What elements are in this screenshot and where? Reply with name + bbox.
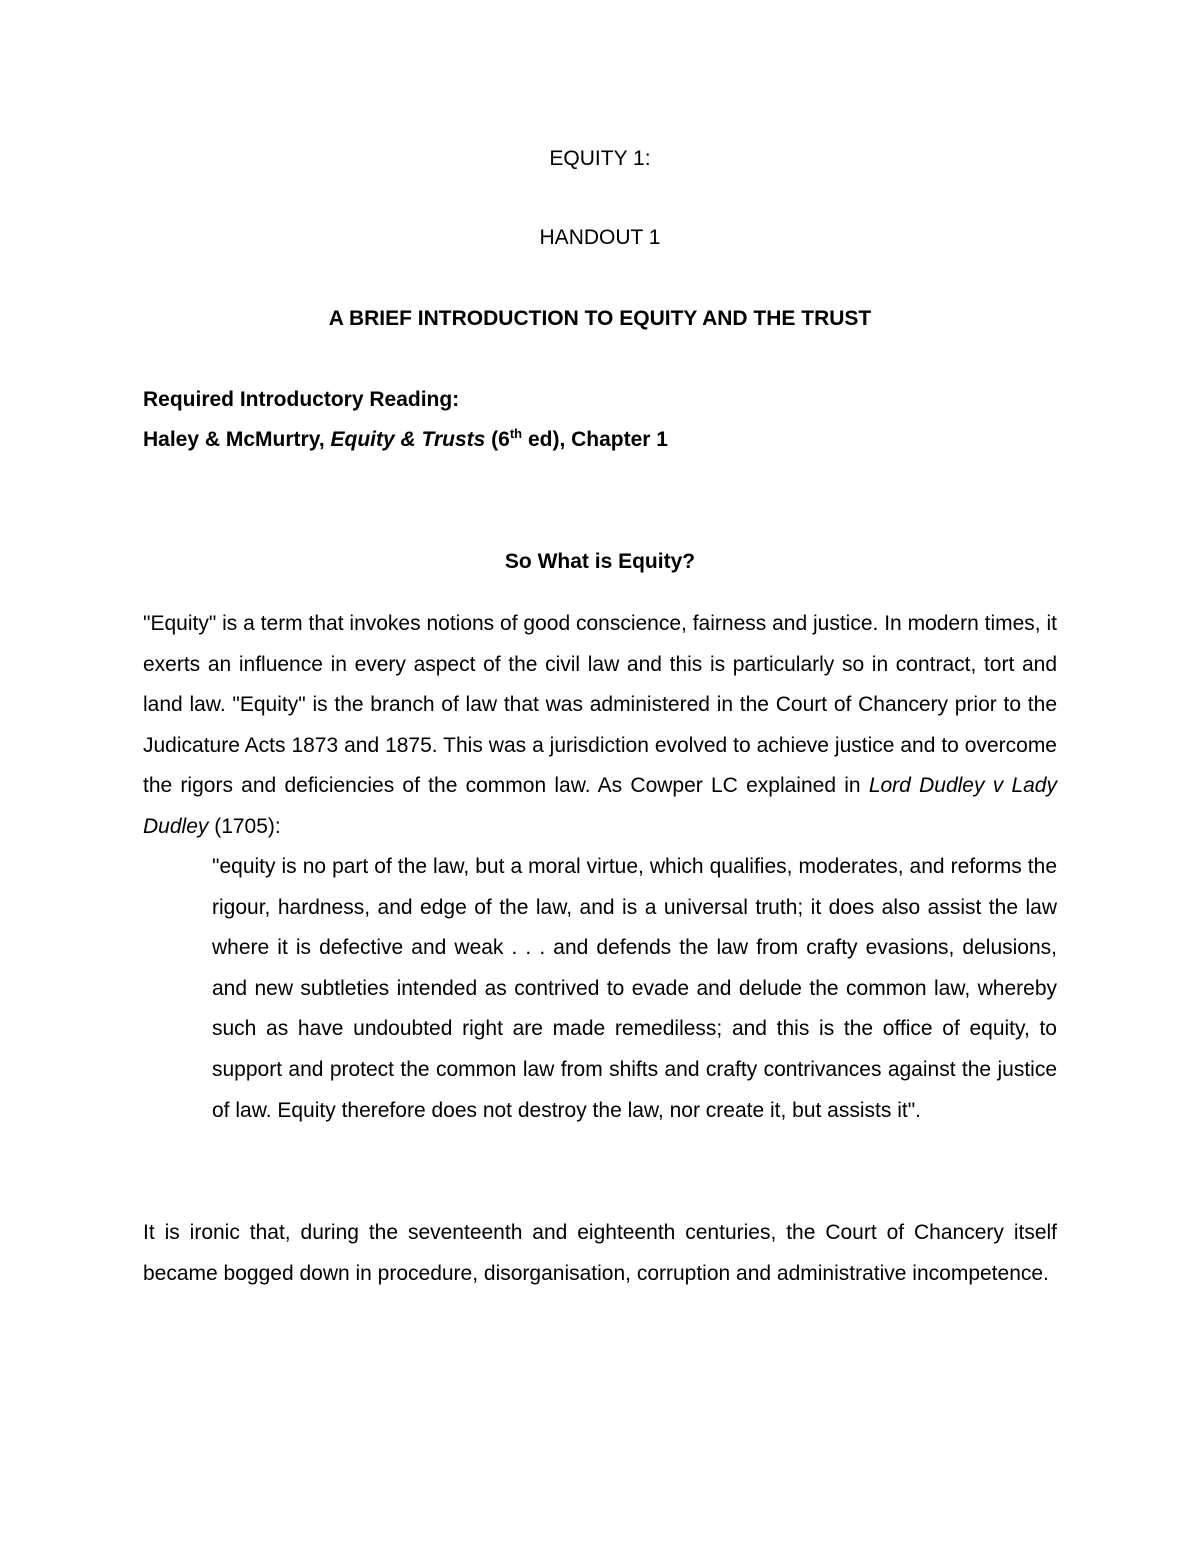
case-citation: Lord Dudley v Lady Dudley — [143, 774, 1057, 838]
reading-reference — [143, 427, 668, 453]
paragraph-intro-end: (1705): — [208, 814, 281, 838]
reading-book-title: Equity & Trusts — [330, 428, 486, 451]
paragraph-irony: It is ironic that, during the seventeenth and eighteenth centuries, the Court of Chancery itself became bogged down in procedure, disorganisation, corruption and administrative incompetence. — [143, 1221, 1057, 1285]
block-quote: "equity is no part of the law, but a moral virtue, which qualifies, moderates, and reforms the rigour, hardness, and edge of the law, and is a universal truth; it does also assist the law where it is defective and weak . . . and defends the law from crafty evasions, delusions, and new subtleties intended as contrived to evade and delude the common law, whereby such as have undoubted right are made remediless; and this is the office of equity, to support and protect the common law from shifts and crafty contrivances against the justice of law. Equity therefore does not destroy the law, nor create it, but assists it". — [212, 855, 1057, 1122]
section-heading: So What is Equity? — [504, 550, 696, 573]
reading-heading: Required Introductory Reading: — [143, 388, 460, 411]
reading-edition-close: ed), Chapter 1 — [522, 428, 668, 451]
handout-number: HANDOUT 1 — [539, 226, 661, 249]
document-title: A BRIEF INTRODUCTION TO EQUITY AND THE TRUST — [328, 307, 872, 330]
reading-authors: Haley & McMurtry, — [143, 428, 331, 451]
paragraph-intro — [143, 604, 1057, 848]
paragraph-intro-text: "Equity" is a term that invokes notions of good conscience, fairness and justice. In modern times, it exerts an influence in every aspect of the civil law and this is particularly so in contract, tort and land law. "Equity" is the branch of law that was administered in the Court of Chancery prior to the Judicature Acts 1873 and 1875. This was a jurisdiction evolved to achieve justice and to overcome the rigors and deficiencies of the common law. As Cowper LC explained in — [143, 612, 1057, 798]
reading-edition-sup: th — [509, 426, 523, 441]
reading-edition-open: (6 — [485, 428, 510, 451]
course-title: EQUITY 1: — [549, 147, 651, 170]
